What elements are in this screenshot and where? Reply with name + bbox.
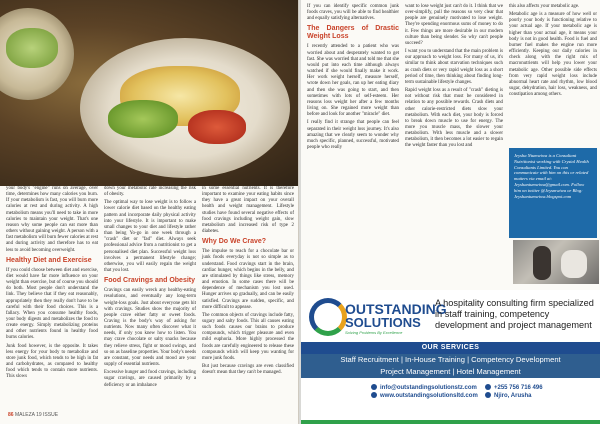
left-page [0, 0, 299, 424]
paragraph: I really find it strange that people can feel separated in their weight loss journey. It's also amazing that we clearly seem to wonder why much specific, planned, successful, motivated people who really [307, 120, 399, 150]
salad-food [6, 28, 58, 68]
email-icon [371, 384, 377, 390]
section-heading: Food Cravings and Obesity [104, 277, 196, 285]
services-line-1: Staff Recruitment | In-House Training | Competency Development [340, 355, 561, 364]
left-column-3 [202, 186, 294, 378]
paragraph: If you could choose between diet and exercise, diet would have far more influence on your weight than exercise, but of course you should do both. Most people don't understand the link. They believe that if they eat reasonably, appropriately then they really don't have to be careful with their food choices. This is a fallacy. When you consume healthy foods, your body digests and metabolizes the food to create energy. Simply metabolizing proteins and other nutrients found in healthy food burns calories. [6, 267, 98, 341]
section-heading: Healthy Diet and Exercise [6, 256, 92, 264]
phone-contact [485, 384, 543, 400]
services-band [301, 354, 600, 378]
web-contact [371, 384, 478, 400]
author-bio-box: Jeysha Ntumwiwa is a Consultant Nutritionist working with Crystal Health Consultants Limited. You can communicate with him on this or related matters via email at: Jeyshantumwiwa@gmail.com. Follow him on twitter @Jeysmwiwa or Blog: Jeyshantumwiwa.blogspot.com [509, 148, 597, 238]
section-heading: The Dangers of Drastic Weight Loss [307, 25, 399, 41]
services-line-2: Project Management | Hotel Management [380, 367, 521, 376]
section-heading: Why Do We Crave? [202, 238, 267, 246]
training-photo [513, 240, 599, 284]
person-figure [561, 250, 587, 278]
greens-food [108, 100, 178, 138]
paragraph: in some essential nutrients. It is therefore important to examine your eating habits since they have a great impact on your overall health and weight management. Lifestyle studies have found several negative effects of food cravings including weight gain, slow metabolism and increased risk of type 2 diabetes. [202, 186, 294, 235]
paragraph: The optimal way to lose weight is to follow a lower calorie diet based on the healthy eating pattern and incorporate daily physical activity into your lifestyle. It is important to make small changes to your diet and lifestyle rather than being Yo-go in one week through a "crash" diet or "fad" diet. Always seek professional advice from a nutritionist to get a personalised diet plan. Successful weight loss involves a permanent lifestyle change; otherwise, you will easily regain the weight that you lost. [104, 200, 196, 274]
right-column-2 [405, 4, 503, 152]
magazine-issue: MALEZA 19 ISSUE [14, 412, 59, 418]
paragraph: The impulse to reach for a chocolate bar or junk foods everyday is not so simple as to understand. Food cravings start in the brain, cardiac hunger, which begins in the belly, and are stimulated by things like stress, memory and emotion. In some cases there will be dependence of mechanism you lost used. Hunger arrives up gradually, and can be easily satisfied. Cravings are sudden, specific, and more difficult to appease. [202, 249, 294, 310]
location-icon [485, 392, 491, 398]
right-column-3 [509, 4, 597, 100]
phone-icon [485, 384, 491, 390]
food-photo [0, 0, 299, 186]
brand-line-1: OUTSTANDING [345, 301, 447, 317]
paragraph: If you can identify specific common junk foods craves, you will be able to find healthier and equally satisfying alternatives. [307, 4, 399, 22]
person-figure [533, 246, 551, 280]
brand-tagline: Solving Problems By Excellence [345, 330, 403, 335]
paragraph: I want you to understand that the main problem is our approach to weight loss. For many of us, it's similar to think about starvation techniques such as crash diets or very rapid weight loss as a short period of time, then thinking about finding long-term sustainable lifestyle changes. [405, 49, 503, 85]
page-number: 86 [8, 412, 14, 418]
paragraph: The common objects of cravings include fatty, sugary and salty foods. This all causes eating such foods causes our brains to produce compounds, which trigger pleasure and even mild euphoria. More highly processed the foods are carefully engineered to release these compounds which will keep you wanting for more junk foods. [202, 312, 294, 361]
paragraph: Excessive hunger and food cravings, including sugar cravings, are caused primarily by a deficiency or an imbalance [104, 370, 196, 388]
services-title: OUR SERVICES [301, 342, 600, 354]
paragraph: Cravings can easily wreck any healthy-eating resolutions, and eventually any long-term weight-loss goals. Just about everyone gets hit with cravings. Studies show the majority of people crave either fatty or sweet foods. Craving is the body's way of asking for nutrients. Now many often discover what it needs, if only you knew how to listen. You may crave chocolate or salty snacks because they relieve stress, fight or mood swings, and so on as baseline properties. Your body's needs are constant, your needs and mood are your supply of essential nutrients. [104, 288, 196, 368]
paragraph: But just because cravings are even classified doesn't mean that they can't be managed. [202, 364, 294, 376]
company-logo [309, 296, 447, 338]
location-text: Njiro, Arusha [494, 393, 532, 399]
advertisement [301, 290, 600, 424]
paragraph: your body's "engine" runs on average, over time, determines how many calories you burn. If your metabolism is fast, you will burn more calories at rest and during activity. A high metabolism means you'll need to take in more calories to maintain your weight. That's one reason why some people can eat more than others without gaining weight. A person with a fast metabolism will burn fewer calories at rest and during activity and therefore has to eat less to avoid becoming overweight. [6, 186, 98, 253]
paragraph: want to lose weight just can't do it. I think that we over-simplify, pull the reasons so very clear that people are genuinely motivated to lose weight. They're spending enormous sums of money to do it. Few things are more desirable in our modern culture than being slender. So why can't people succeed? [405, 4, 503, 46]
ad-headline: A hospitality consulting firm specialized in staff training, competency development and project management [435, 298, 594, 330]
right-column-1 [307, 4, 399, 153]
paragraph: down your metabolic rate increasing the risk of obesity. [104, 186, 196, 198]
left-column-2 [104, 186, 196, 391]
globe-icon [371, 392, 377, 398]
page-footer [8, 412, 58, 418]
left-column-1 [6, 186, 98, 383]
contact-block [301, 380, 600, 424]
paragraph: Metabolic age is a measure of how well or poorly your body is functioning relative to your actual age. If your metabolic age is higher than your actual age, it means your body is not in good health. Food is fuel and burner fuel makes the engine run more efficiently. Keeping our daily calories in check along with the right mix of macronutrients will help you lower your metabolic age. Other possible side effects from very rapid weight loss include abnormal heart rate and rhythm, low blood sugar, dehydration, hair loss, weakness, and constipation among others. [509, 12, 597, 98]
brand-line-2: SOLUTIONS [345, 315, 421, 330]
right-page [301, 0, 600, 424]
phone-number[interactable]: +255 756 716 496 [494, 385, 543, 391]
tomato-food [188, 110, 246, 144]
paragraph: Rapid weight loss as a result of "crash" dieting is not without risk that must be considered in relation to any possible rewards. Crash diets and other calorie-restricted diets slow your metabolism. With each diet, your body is forced to break down muscle to use for energy. The more you muscle mass, the slower your metabolism. With less muscle and a slower metabolism, it then becomes a lot easier to regain the weight faster than you lost and [405, 88, 503, 149]
paragraph: I recently attended to a patient who was worried about and desperately wanted to get fast. She was worried that and told me that she would put into each time although always watched if she would finally make it work. Her work weight herself, measure herself, wrote down her goals, ran up her eating diary and then she was going to start, and then sometimes with lots of self-esteem. Her reasons loss weight her after a few months living on. She regained more weight than before and look for another "miracle" diet. [307, 44, 399, 118]
website-link[interactable]: www.outstandingsolutionsltd.com [380, 393, 478, 399]
email-link[interactable]: info@outstandingsolutionstz.com [380, 385, 477, 391]
accent-bar [301, 420, 600, 424]
paragraph: Junk food however, is the opposite. It takes less energy for your body to metabolize and store junk food, which tends to be high in fat and carbohydrates, as compared to healthy food which tends to contain more nutrients. This slows [6, 343, 98, 380]
logo-ring-icon [309, 298, 347, 336]
paragraph: this also affects your metabolic age. [509, 4, 580, 9]
